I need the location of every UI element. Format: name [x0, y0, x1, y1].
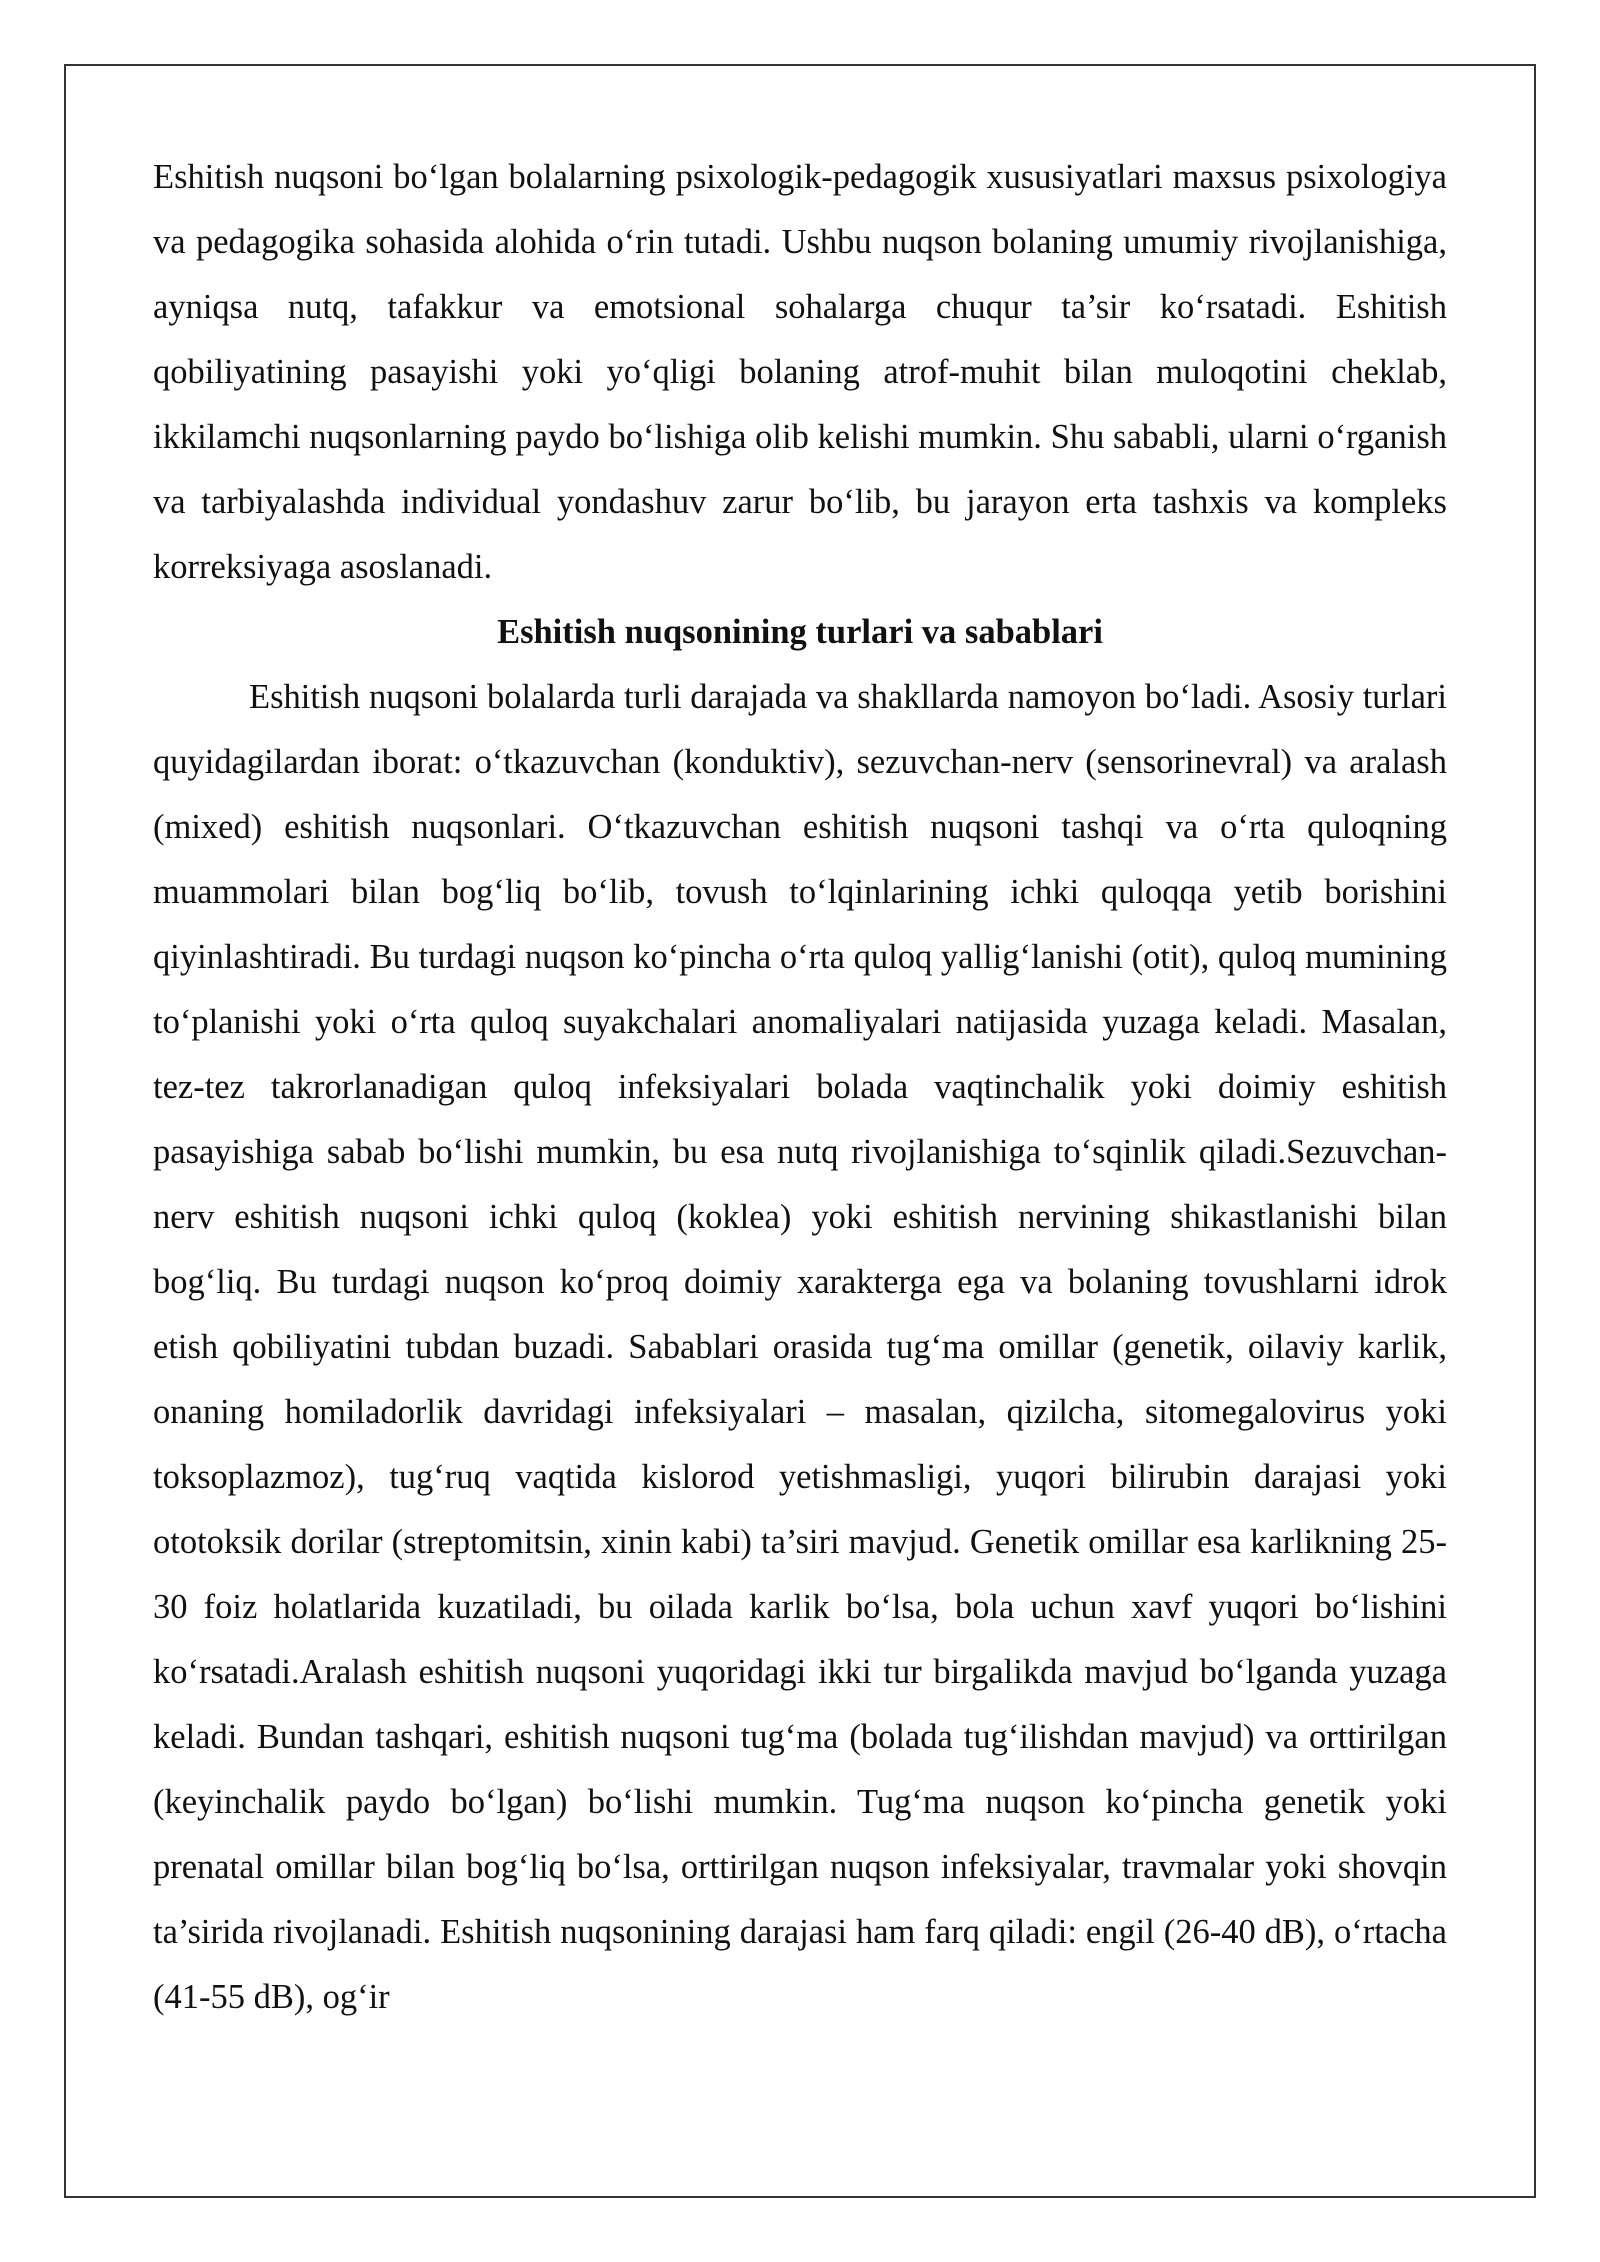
section-heading: Eshitish nuqsonining turlari va sabablari: [497, 613, 1103, 651]
document-body: [153, 145, 1447, 2030]
intro-paragraph: Eshitish nuqsoni bo‘lgan bolalarning psixologik-pedagogik xususiyatlari maxsus psixologiya va pedagogika sohasida alohida o‘rin tutadi. Ushbu nuqson bolaning umumiy rivojlanishiga, ayniqsa nutq, tafakkur va emotsional sohalarga chuqur ta’sir ko‘rsatadi. Eshitish qobiliyatining pasayishi yoki yo‘qligi bolaning atrof-muhit bilan muloqotini cheklab, ikkilamchi nuqsonlarning paydo bo‘lishiga olib kelishi mumkin. Shu sababli, ularni o‘rganish va tarbiyalashda individual yondashuv zarur bo‘lib, bu jarayon erta tashxis va kompleks korreksiyaga asoslanadi.: [153, 158, 1447, 586]
body-paragraph: Eshitish nuqsoni bolalarda turli darajada va shakllarda namoyon bo‘ladi. Asosiy turlari quyidagilardan iborat: o‘tkazuvchan (konduktiv), sezuvchan-nerv (sensorinevral) va aralash (mixed) eshitish nuqsonlari. O‘tkazuvchan eshitish nuqsoni tashqi va o‘rta quloqning muammolari bilan bog‘liq bo‘lib, tovush to‘lqinlarining ichki quloqqa yetib borishini qiyinlashtiradi. Bu turdagi nuqson ko‘pincha o‘rta quloq yallig‘lanishi (otit), quloq mumining to‘planishi yoki o‘rta quloq suyakchalari anomaliyalari natijasida yuzaga keladi. Masalan, tez-tez takrorlanadigan quloq infeksiyalari bolada vaqtinchalik yoki doimiy eshitish pasayishiga sabab bo‘lishi mumkin, bu esa nutq rivojlanishiga to‘sqinlik qiladi.Sezuvchan-nerv eshitish nuqsoni ichki quloq (koklea) yoki eshitish nervining shikastlanishi bilan bog‘liq. Bu turdagi nuqson ko‘proq doimiy xarakterga ega va bolaning tovushlarni idrok etish qobiliyatini tubdan buzadi. Sabablari orasida tug‘ma omillar (genetik, oilaviy karlik, onaning homiladorlik davridagi infeksiyalari – masalan, qizilcha, sitomegalovirus yoki toksoplazmoz), tug‘ruq vaqtida kislorod yetishmasligi, yuqori bilirubin darajasi yoki ototoksik dorilar (streptomitsin, xinin kabi) ta’siri mavjud. Genetik omillar esa karlikning 25-30 foiz holatlarida kuzatiladi, bu oilada karlik bo‘lsa, bola uchun xavf yuqori bo‘lishini ko‘rsatadi.Aralash eshitish nuqsoni yuqoridagi ikki tur birgalikda mavjud bo‘lganda yuzaga keladi. Bundan tashqari, eshitish nuqsoni tug‘ma (bolada tug‘ilishdan mavjud) va orttirilgan (keyinchalik paydo bo‘lgan) bo‘lishi mumkin. Tug‘ma nuqson ko‘pincha genetik yoki prenatal omillar bilan bog‘liq bo‘lsa, orttirilgan nuqson infeksiyalar, travmalar yoki shovqin ta’sirida rivojlanadi. Eshitish nuqsonining darajasi ham farq qiladi: engil (26-40 dB), o‘rtacha (41-55 dB), og‘ir: [153, 678, 1447, 2016]
